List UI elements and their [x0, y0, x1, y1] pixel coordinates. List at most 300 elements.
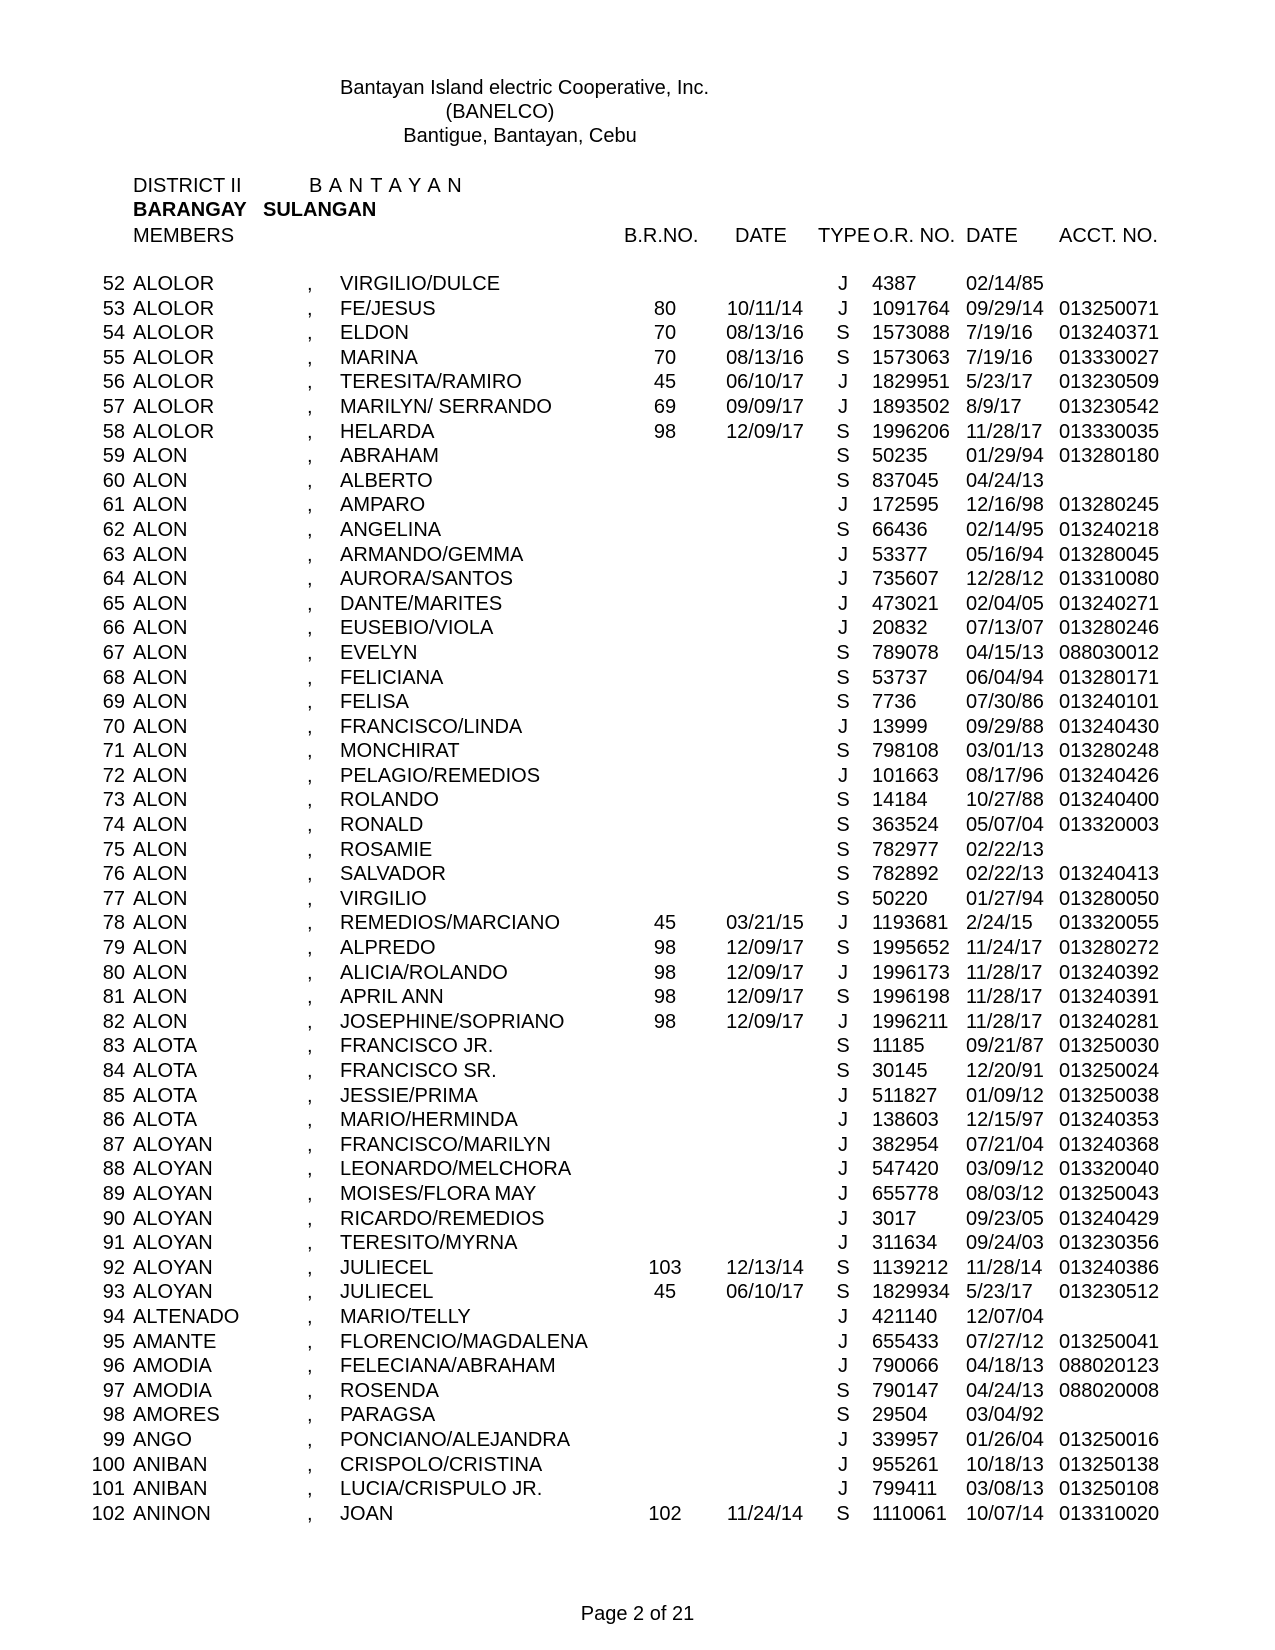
first-name: ROSENDA: [340, 1379, 439, 1402]
member-row: [0, 788, 1275, 813]
or-number: 1573063: [872, 346, 950, 369]
name-separator: ,: [307, 1281, 313, 1304]
or-number: 1996173: [872, 961, 950, 984]
or-date: 11/24/17: [966, 937, 1043, 960]
member-type: J: [838, 715, 848, 738]
org-address: Bantigue, Bantayan, Cebu: [403, 125, 637, 147]
or-date: 12/28/12: [966, 568, 1044, 591]
member-row: [0, 592, 1275, 617]
first-name: JULIECEL: [340, 1281, 434, 1304]
first-name: REMEDIOS/MARCIANO: [340, 912, 561, 935]
name-separator: ,: [307, 740, 313, 763]
last-name: ALON: [133, 617, 188, 640]
row-number: 75: [102, 838, 125, 861]
member-row: [0, 616, 1275, 641]
member-row: [0, 1231, 1275, 1256]
member-type: J: [838, 1207, 848, 1230]
last-name: ALON: [133, 912, 188, 935]
first-name: MARIO/TELLY: [340, 1305, 471, 1328]
first-name: LUCIA/CRISPULO JR.: [340, 1478, 543, 1501]
name-separator: ,: [307, 445, 313, 468]
name-separator: ,: [307, 764, 313, 787]
row-number: 52: [102, 273, 125, 295]
row-number: 62: [102, 518, 125, 541]
member-type: J: [838, 1355, 848, 1378]
or-date: 04/24/13: [966, 1379, 1044, 1402]
or-date: 02/04/05: [966, 592, 1044, 615]
column-header-date: DATE: [735, 225, 787, 247]
account-number: 013230542: [1059, 395, 1160, 418]
br-date: 10/11/14: [726, 297, 804, 320]
member-row: [0, 346, 1275, 371]
br-number: 70: [653, 346, 677, 369]
br-number: 69: [653, 395, 677, 418]
member-type: J: [838, 297, 848, 320]
member-row: [0, 395, 1275, 420]
first-name: FRANCISCO JR.: [340, 1035, 494, 1058]
first-name: ANGELINA: [340, 518, 442, 541]
member-type: S: [836, 887, 850, 910]
member-type: S: [836, 1060, 850, 1082]
or-number: 782977: [872, 838, 939, 861]
row-number: 71: [102, 740, 125, 763]
row-number: 91: [102, 1232, 125, 1255]
name-separator: ,: [307, 1084, 313, 1107]
name-separator: ,: [307, 666, 313, 689]
row-number: 86: [102, 1109, 125, 1132]
name-separator: ,: [307, 641, 313, 664]
account-number: 013320055: [1059, 912, 1160, 935]
barangay-name: SULANGAN: [263, 199, 377, 221]
member-type: J: [838, 1084, 848, 1107]
member-type: S: [836, 666, 850, 689]
or-number: 655433: [872, 1330, 939, 1353]
row-number: 59: [102, 445, 125, 468]
member-row: [0, 764, 1275, 789]
account-number: 013240218: [1059, 518, 1160, 541]
account-number: 013280180: [1059, 445, 1160, 468]
member-row: [0, 911, 1275, 936]
member-row: [0, 1256, 1275, 1281]
row-number: 92: [102, 1256, 125, 1279]
or-date: 02/14/85: [966, 273, 1044, 295]
member-type: S: [836, 863, 850, 886]
or-date: 03/04/92: [966, 1404, 1044, 1427]
member-row: [0, 1453, 1275, 1478]
account-number: 013320040: [1059, 1158, 1160, 1181]
last-name: ALOLOR: [133, 346, 215, 369]
or-date: 11/28/17: [966, 986, 1043, 1009]
or-date: 11/28/14: [966, 1256, 1043, 1279]
or-date: 09/24/03: [966, 1232, 1044, 1255]
first-name: ALICIA/ROLANDO: [340, 961, 508, 984]
member-type: S: [836, 1256, 850, 1279]
account-number: 013320003: [1059, 814, 1160, 837]
name-separator: ,: [307, 1502, 313, 1525]
member-type: S: [836, 1281, 850, 1304]
row-number: 54: [102, 322, 125, 345]
first-name: PONCIANO/ALEJANDRA: [340, 1428, 571, 1451]
br-number: 45: [653, 1281, 677, 1304]
member-row: [0, 1108, 1275, 1133]
or-date: 10/27/88: [966, 789, 1044, 812]
or-date: 09/21/87: [966, 1035, 1044, 1058]
account-number: 013280050: [1059, 887, 1160, 910]
member-row: [0, 813, 1275, 838]
member-type: S: [836, 740, 850, 763]
member-row: [0, 1157, 1275, 1182]
br-number: 98: [653, 420, 677, 443]
first-name: AURORA/SANTOS: [340, 568, 513, 591]
district-name: B A N T A Y A N: [309, 175, 463, 197]
account-number: 013230356: [1059, 1232, 1160, 1255]
or-date: 01/27/94: [966, 887, 1044, 910]
last-name: ALOTA: [133, 1035, 198, 1058]
member-type: J: [838, 1453, 848, 1476]
last-name: ALON: [133, 494, 188, 517]
or-number: 798108: [872, 740, 939, 763]
last-name: ALOYAN: [133, 1207, 213, 1230]
account-number: 013240392: [1059, 961, 1160, 984]
name-separator: ,: [307, 494, 313, 517]
account-number: 013280245: [1059, 494, 1160, 517]
member-type: J: [838, 1305, 848, 1328]
or-number: 1110061: [872, 1502, 947, 1525]
first-name: JULIECEL: [340, 1256, 434, 1279]
or-date: 11/28/17: [966, 961, 1043, 984]
name-separator: ,: [307, 937, 313, 960]
member-type: S: [836, 937, 850, 960]
member-row: [0, 567, 1275, 592]
name-separator: ,: [307, 543, 313, 566]
row-number: 85: [102, 1084, 125, 1107]
member-type: S: [836, 445, 850, 468]
row-number: 73: [102, 789, 125, 812]
name-separator: ,: [307, 863, 313, 886]
row-number: 102: [91, 1502, 125, 1525]
last-name: ALON: [133, 937, 188, 960]
first-name: EUSEBIO/VIOLA: [340, 617, 494, 640]
name-separator: ,: [307, 1330, 313, 1353]
member-row: [0, 543, 1275, 568]
member-type: S: [836, 346, 850, 369]
member-row: [0, 1133, 1275, 1158]
row-number: 82: [102, 1010, 125, 1033]
or-number: 1573088: [872, 322, 950, 345]
or-date: 03/08/13: [966, 1478, 1044, 1501]
or-number: 311634: [872, 1232, 938, 1255]
row-number: 77: [102, 887, 125, 910]
name-separator: ,: [307, 715, 313, 738]
name-separator: ,: [307, 838, 313, 861]
member-type: J: [838, 494, 848, 517]
or-number: 735607: [872, 568, 939, 591]
account-number: 013240429: [1059, 1207, 1160, 1230]
br-date: 06/10/17: [726, 1281, 804, 1304]
or-date: 02/22/13: [966, 838, 1044, 861]
last-name: ALON: [133, 445, 188, 468]
or-date: 11/28/17: [966, 1010, 1043, 1033]
br-date: 03/21/15: [726, 912, 804, 935]
row-number: 83: [102, 1035, 125, 1058]
or-number: 13999: [872, 715, 928, 738]
or-date: 09/29/88: [966, 715, 1044, 738]
or-number: 50235: [872, 445, 928, 468]
last-name: ALOYAN: [133, 1232, 213, 1255]
or-number: 29504: [872, 1404, 928, 1427]
or-number: 655778: [872, 1182, 939, 1205]
br-date: 08/13/16: [726, 322, 804, 345]
account-number: 013280045: [1059, 543, 1160, 566]
first-name: FRANCISCO/LINDA: [340, 715, 523, 738]
last-name: ALOYAN: [133, 1133, 213, 1156]
or-number: 1829934: [872, 1281, 950, 1304]
first-name: HELARDA: [340, 420, 435, 443]
member-type: J: [838, 1158, 848, 1181]
name-separator: ,: [307, 322, 313, 345]
name-separator: ,: [307, 1109, 313, 1132]
member-type: S: [836, 469, 850, 492]
account-number: 013230512: [1059, 1281, 1160, 1304]
name-separator: ,: [307, 617, 313, 640]
row-number: 98: [102, 1404, 125, 1427]
or-number: 11185: [872, 1035, 925, 1058]
member-type: S: [836, 1404, 850, 1427]
or-date: 04/15/13: [966, 641, 1044, 664]
name-separator: ,: [307, 789, 313, 812]
name-separator: ,: [307, 1478, 313, 1501]
first-name: RICARDO/REMEDIOS: [340, 1207, 545, 1230]
column-header-br-no: B.R.NO.: [624, 225, 699, 247]
row-number: 69: [102, 691, 125, 714]
column-header-acct-no: ACCT. NO.: [1059, 225, 1158, 247]
member-row: [0, 1034, 1275, 1059]
row-number: 74: [102, 814, 125, 837]
or-number: 4387: [872, 273, 917, 295]
member-type: S: [836, 1502, 850, 1525]
or-date: 2/24/15: [966, 912, 1033, 935]
row-number: 68: [102, 666, 125, 689]
member-type: J: [838, 592, 848, 615]
or-number: 421140: [872, 1305, 938, 1328]
account-number: 013240371: [1059, 322, 1160, 345]
member-row: [0, 370, 1275, 395]
br-number: 45: [653, 371, 677, 394]
or-number: 7736: [872, 691, 917, 714]
or-date: 5/23/17: [966, 1281, 1033, 1304]
name-separator: ,: [307, 273, 313, 295]
last-name: AMODIA: [133, 1355, 212, 1378]
row-number: 64: [102, 568, 125, 591]
or-number: 1091764: [872, 297, 950, 320]
row-number: 81: [102, 986, 125, 1009]
name-separator: ,: [307, 887, 313, 910]
br-number: 80: [653, 297, 677, 320]
or-number: 30145: [872, 1060, 928, 1082]
member-row: [0, 420, 1275, 445]
member-row: [0, 715, 1275, 740]
or-number: 1996211: [872, 1010, 949, 1033]
or-date: 02/22/13: [966, 863, 1044, 886]
member-type: S: [836, 420, 850, 443]
first-name: MARIO/HERMINDA: [340, 1109, 518, 1132]
first-name: MOISES/FLORA MAY: [340, 1182, 537, 1205]
br-date: 12/09/17: [726, 986, 804, 1009]
name-separator: ,: [307, 1182, 313, 1205]
member-row: [0, 297, 1275, 322]
account-number: 013250024: [1059, 1060, 1160, 1082]
last-name: ANGO: [133, 1428, 192, 1451]
account-number: 013240413: [1059, 863, 1160, 886]
or-date: 7/19/16: [966, 322, 1033, 345]
row-number: 87: [102, 1133, 125, 1156]
name-separator: ,: [307, 1404, 313, 1427]
row-number: 58: [102, 420, 125, 443]
or-date: 05/07/04: [966, 814, 1044, 837]
member-row: [0, 444, 1275, 469]
first-name: FRANCISCO/MARILYN: [340, 1133, 551, 1156]
last-name: ALOTA: [133, 1084, 198, 1107]
account-number: 013280171: [1059, 666, 1160, 689]
last-name: ALON: [133, 887, 188, 910]
name-separator: ,: [307, 1379, 313, 1402]
first-name: ALBERTO: [340, 469, 433, 492]
member-row: [0, 862, 1275, 887]
or-date: 08/17/96: [966, 764, 1044, 787]
br-number: 98: [653, 937, 677, 960]
account-number: 013240368: [1059, 1133, 1160, 1156]
account-number: 013240386: [1059, 1256, 1160, 1279]
member-row: [0, 690, 1275, 715]
account-number: 088020123: [1059, 1355, 1160, 1378]
account-number: 013310080: [1059, 568, 1160, 591]
last-name: ALON: [133, 838, 188, 861]
member-row: [0, 1059, 1275, 1084]
last-name: ANINON: [133, 1502, 211, 1525]
members-list: [0, 272, 1275, 1526]
member-type: J: [838, 1182, 848, 1205]
or-date: 11/28/17: [966, 420, 1043, 443]
last-name: ALTENADO: [133, 1305, 240, 1328]
account-number: 013330027: [1059, 346, 1160, 369]
account-number: 013240391: [1059, 986, 1160, 1009]
member-row: [0, 518, 1275, 543]
row-number: 78: [102, 912, 125, 935]
account-number: 088020008: [1059, 1379, 1160, 1402]
or-date: 01/26/04: [966, 1428, 1044, 1451]
name-separator: ,: [307, 1305, 313, 1328]
br-date: 11/24/14: [726, 1502, 804, 1525]
last-name: AMANTE: [133, 1330, 217, 1353]
member-row: [0, 985, 1275, 1010]
last-name: ALOLOR: [133, 420, 215, 443]
name-separator: ,: [307, 1158, 313, 1181]
br-date: 12/09/17: [726, 961, 804, 984]
account-number: 013240281: [1059, 1010, 1160, 1033]
member-row: [0, 1477, 1275, 1502]
or-number: 3017: [872, 1207, 917, 1230]
member-type: J: [838, 273, 848, 295]
row-number: 66: [102, 617, 125, 640]
br-number: 70: [653, 322, 677, 345]
last-name: ALOLOR: [133, 273, 215, 295]
or-number: 837045: [872, 469, 939, 492]
first-name: JESSIE/PRIMA: [340, 1084, 478, 1107]
or-number: 138603: [872, 1109, 939, 1132]
first-name: ROSAMIE: [340, 838, 433, 861]
member-type: S: [836, 986, 850, 1009]
account-number: 088030012: [1059, 641, 1160, 664]
br-date: 12/09/17: [726, 1010, 804, 1033]
member-row: [0, 272, 1275, 297]
last-name: ALON: [133, 568, 188, 591]
account-number: 013330035: [1059, 420, 1160, 443]
first-name: JOAN: [340, 1502, 394, 1525]
or-date: 07/30/86: [966, 691, 1044, 714]
row-number: 76: [102, 863, 125, 886]
row-number: 67: [102, 641, 125, 664]
br-date: 08/13/16: [726, 346, 804, 369]
column-header-or-no: O.R. NO.: [873, 225, 956, 247]
last-name: ALOTA: [133, 1109, 198, 1132]
br-date: 12/13/14: [726, 1256, 804, 1279]
row-number: 90: [102, 1207, 125, 1230]
or-date: 12/07/04: [966, 1305, 1044, 1328]
or-date: 06/04/94: [966, 666, 1044, 689]
member-row: [0, 1280, 1275, 1305]
br-date: 12/09/17: [726, 937, 804, 960]
row-number: 94: [102, 1305, 125, 1328]
member-type: J: [838, 764, 848, 787]
last-name: AMODIA: [133, 1379, 212, 1402]
first-name: MONCHIRAT: [340, 740, 460, 763]
or-date: 07/21/04: [966, 1133, 1044, 1156]
member-row: [0, 1330, 1275, 1355]
row-number: 72: [102, 764, 125, 787]
member-row: [0, 1305, 1275, 1330]
member-row: [0, 1354, 1275, 1379]
member-type: S: [836, 1035, 850, 1058]
first-name: FRANCISCO SR.: [340, 1060, 497, 1082]
last-name: ALON: [133, 543, 188, 566]
name-separator: ,: [307, 371, 313, 394]
row-number: 80: [102, 961, 125, 984]
last-name: ALOYAN: [133, 1182, 213, 1205]
or-date: 12/20/91: [966, 1060, 1044, 1082]
row-number: 65: [102, 592, 125, 615]
row-number: 97: [102, 1379, 125, 1402]
member-type: J: [838, 568, 848, 591]
or-number: 955261: [872, 1453, 939, 1476]
member-type: S: [836, 1379, 850, 1402]
last-name: ANIBAN: [133, 1453, 208, 1476]
member-type: J: [838, 371, 848, 394]
last-name: ALOLOR: [133, 297, 215, 320]
name-separator: ,: [307, 568, 313, 591]
first-name: MARINA: [340, 346, 418, 369]
last-name: ALOYAN: [133, 1281, 213, 1304]
member-row: [0, 1182, 1275, 1207]
first-name: TERESITA/RAMIRO: [340, 371, 522, 394]
row-number: 89: [102, 1182, 125, 1205]
or-number: 799411: [872, 1478, 938, 1501]
member-type: J: [838, 1232, 848, 1255]
column-header-members: MEMBERS: [133, 225, 235, 247]
last-name: ALOLOR: [133, 322, 215, 345]
member-type: S: [836, 322, 850, 345]
member-row: [0, 469, 1275, 494]
member-type: J: [838, 912, 848, 935]
